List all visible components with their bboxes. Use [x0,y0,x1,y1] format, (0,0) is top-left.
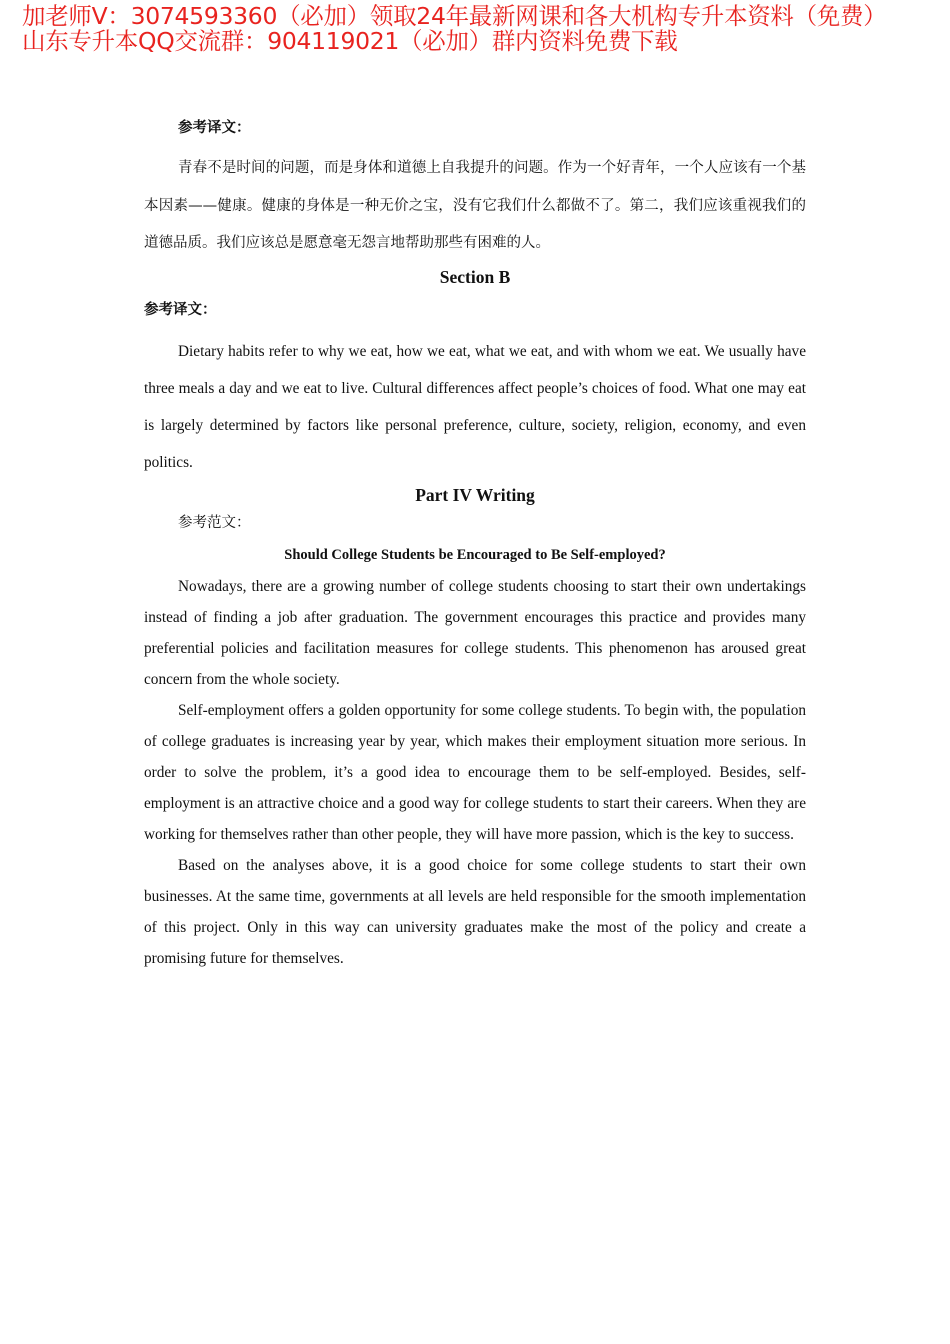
watermark-qq-group-line: 山东专升本QQ交流群：904119021（必加）群内资料免费下载 [22,27,678,55]
section-b-reference-label: 参考译文： [144,300,217,318]
document-page [144,114,806,974]
essay-title: Should College Students be Encouraged to Be Self-employed? [284,546,666,563]
section-b-heading: Section B [439,266,511,287]
watermark-contact-line: 加老师V：3074593360（必加）领取24年最新网课和各大机构专升本资料（免费） [22,2,887,30]
section-a-reference-label: 参考译文： [178,119,251,136]
part-iv-sample-label: 参考范文： [178,514,251,531]
section-b-translation-paragraph: Dietary habits refer to why we eat, how we eat, what we eat, and with whom we eat. We usually have three meals a day and we eat to live. Cultural differences affect people’s choices of food. What one may eat is largely determined by factors like personal preference, culture, society, religion, economy, and even politics. [144,342,806,471]
essay-paragraph-1: Nowadays, there are a growing number of college students choosing to start their own undertakings instead of finding a job after graduation. The government encourages this practice and provides many preferential policies and facilitation measures for college students. This phenomenon has aroused great concern from the whole society. [144,577,806,688]
section-a-translation-paragraph: 青春不是时间的问题，而是身体和道德上自我提升的问题。作为一个好青年，一个人应该有一个基本因素——健康。健康的身体是一种无价之宝，没有它我们什么都做不了。第二，我们应该重视我们的道德品质。我们应该总是愿意毫无怨言地帮助那些有困难的人。 [144,160,806,251]
part-iv-heading: Part IV Writing [415,484,535,505]
essay-paragraph-3: Based on the analyses above, it is a good choice for some college students to start their own businesses. At the same time, governments at all levels are held responsible for the smooth implementation of this project. Only in this way can university graduates make the most of the policy and create a promising future for themselves. [144,856,806,967]
essay-paragraph-2: Self-employment offers a golden opportunity for some college students. To begin with, the population of college graduates is increasing year by year, which makes their employment situation more serious. In order to solve the problem, it’s a good idea to encourage them to be self-employed. Besides, self-employment is an attractive choice and a good way for college students to start their careers. When they are working for themselves rather than other people, they will have more passion, which is the key to success. [144,701,806,843]
